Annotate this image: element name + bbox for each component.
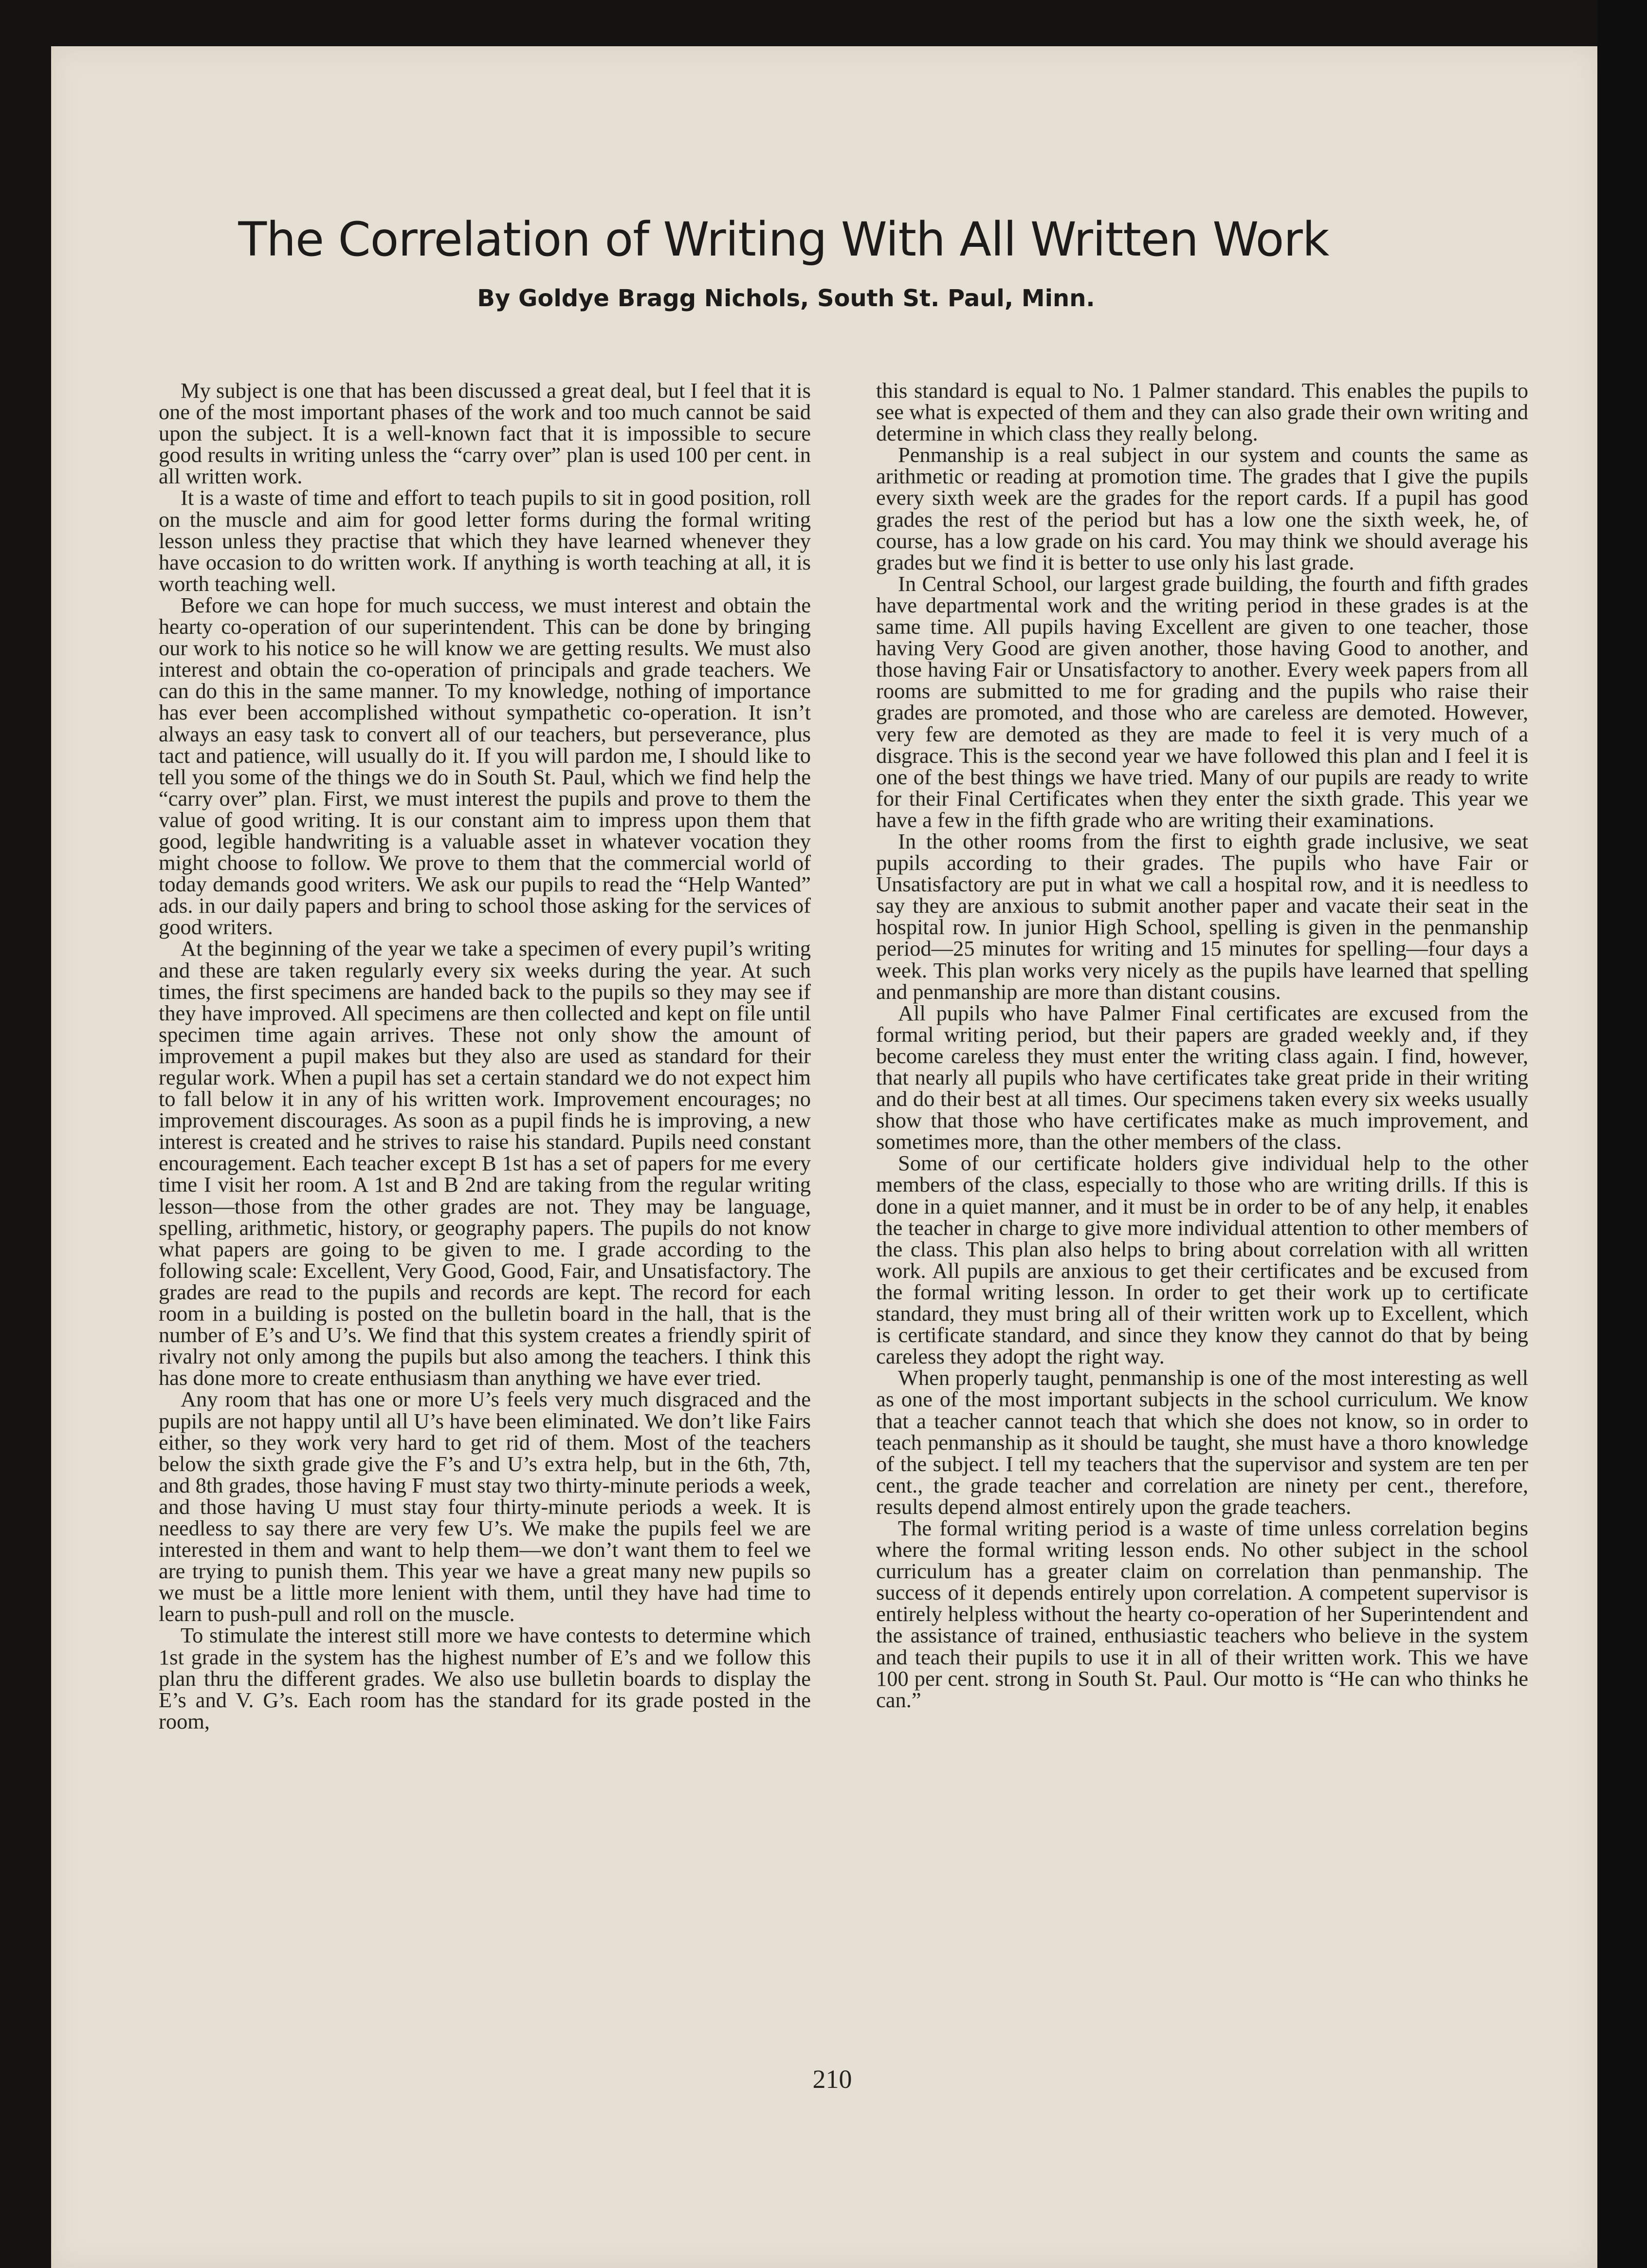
paragraph: Before we can hope for much success, we must interest and obtain the hearty co-operation of our superintendent. This can be done by bringing our work to his notice so he will know we are getting results. We must also interest and obtain the co-operation of principals and grade teachers. We can do this in the same manner. To my knowledge, nothing of importance has ever been accomplished without sympathetic co-operation. It isn’t always an easy task to convert all of our teachers, but perseverance, plus tact and patience, will usually do it. If you will pardon me, I should like to tell you some of the things we do in South St. Paul, which we find help the “carry over” plan. First, we must interest the pupils and prove to them the value of good writing. It is our constant aim to impress upon them that good, legible handwriting is a valuable asset in whatever vocation they might choose to follow. We prove to them that the commercial world of today demands good writers. We ask our pupils to read the “Help Wanted” ads. in our daily papers and bring to school those asking for the services of good writers. [159, 592, 811, 940]
paragraph: My subject is one that has been discussed a great deal, but I feel that it is one of the most important phases of the work and too much cannot be said upon the subject. It is a well-known fact that it is impossible to secure good results in writing unless the “carry over” plan is used 100 per cent. in all written work. [159, 380, 811, 489]
paragraph: At the beginning of the year we take a specimen of every pupil’s writing and these are taken regularly every six weeks during the year. At such times, the first specimens are handed back to the pupils so they may see if they have improved. All specimens are then collected and kept on file until specimen time again arrives. These not only show the amount of improvement a pupil makes but they also are used as standard for their regular work. When a pupil has set a certain standard we do not expect him to fall below it in any of his written work. Improvement encourages; no improvement discourages. As soon as a pupil finds he is improving, a new interest is created and he strives to raise his standard. Pupils need constant encouragement. Each teacher except B 1st has a set of papers for me every time I visit her room. A 1st and B 2nd are taking from the regular writing lesson—those from the other grades are not. They may be language, spelling, arithmetic, history, or geography papers. The pupils do not know what papers are going to be given to me. I grade according to the following scale: Excellent, Very Good, Good, Fair, and Unsatisfactory. The grades are read to the pupils and records are kept. The record for each room in a building is posted on the bulletin board in the hall, that is the number of E’s and U’s. We find that this system creates a friendly spirit of rivalry not only among the pupils but also among the teachers. I think this has done more to create enthusiasm than anything we have ever tried. [159, 936, 811, 1390]
paragraph: When properly taught, penmanship is one of the most interesting as well as one of the most important subjects in the school curriculum. We know that a teacher cannot teach that which she does not know, so in order to teach penmanship as it should be taught, she must have a thoro knowledge of the subject. I tell my teachers that the supervisor and system are ten per cent., the grade teacher and correlation are ninety per cent., therefore, results depend almost entirely upon the grade teachers. [876, 1365, 1528, 1519]
scan-edge-strip [1597, 0, 1647, 2268]
paragraph: Some of our certificate holders give individual help to the other members of the class, especially to those who are writing drills. If this is done in a quiet manner, and it must be in order to be of any help, it enables the teacher in charge to give more individual attention to other members of the class. This plan also helps to bring about correlation with all written work. All pupils are anxious to get their certificates and be excused from the formal writing lesson. In order to get their work up to certificate standard, they must bring all of their written work up to Excellent, which is certificate standard, and since they know they cannot do that by being careless they adopt the right way. [876, 1151, 1528, 1369]
paragraph: In Central School, our largest grade building, the fourth and fifth grades have departmental work and the writing period in these grades is at the same time. All pupils having Excellent are given to one teacher, those having Very Good are given another, those having Good to another, and those having Fair or Unsatisfactory to another. Every week papers from all rooms are submitted to me for grading and the pupils who raise their grades are promoted, and those who are careless are demoted. However, very few are demoted as they are made to feel it is very much of a disgrace. This is the second year we have followed this plan and I feel it is one of the best things we have tried. Many of our pupils are ready to write for their Final Certificates when they enter the sixth grade. This year we have a few in the fifth grade who are writing their examinations. [876, 571, 1528, 832]
page-number: 210 [812, 2065, 852, 2094]
paragraph: Penmanship is a real subject in our system and counts the same as arithmetic or reading at promotion time. The grades that I give the pupils every sixth week are the grades for the report cards. If a pupil has good grades the rest of the period but has a low one the sixth week, he, of course, has a low grade on his card. You may think we should average his grades but we find it is better to use only his last grade. [876, 443, 1528, 574]
article-title: The Correlation of Writing With All Written Work [238, 212, 1329, 267]
paragraph: Any room that has one or more U’s feels very much disgraced and the pupils are not happy until all U’s have been eliminated. We don’t like Fairs either, so they work very hard to get rid of them. Most of the teachers below the sixth grade give the F’s and U’s extra help, but in the 6th, 7th, and 8th grades, those having F must stay two thirty-minute periods a week, and those having U must stay four thirty-minute periods a week. It is needless to say there are very few U’s. We make the pupils feel we are interested in them and want to help them—we don’t want them to feel we are trying to punish them. This year we have a great many new pupils so we must be a little more lenient with them, until they have had time to learn to push-pull and roll on the muscle. [159, 1387, 811, 1626]
paragraph: To stimulate the interest still more we have contests to determine which 1st grade in the system has the highest number of E’s and we follow this plan thru the different grades. We also use bulletin boards to display the E’s and V. G’s. Each room has the standard for its grade posted in the room, [159, 1623, 811, 1733]
paragraph: All pupils who have Palmer Final certificates are excused from the formal writing period, but their papers are graded weekly and, if they become careless they must enter the writing class again. I find, however, that nearly all pupils who have certificates take great pride in their writing and do their best at all times. Our specimens taken every six weeks usually show that those who have certificates make as much improvement, and sometimes more, than the other members of the class. [876, 1000, 1528, 1154]
paragraph: It is a waste of time and effort to teach pupils to sit in good position, roll on the muscle and aim for good letter forms during the formal writing lesson unless they practise that which they have learned whenever they have occasion to do written work. If anything is worth teaching at all, it is worth teaching well. [159, 485, 811, 596]
paragraph-continuation: this standard is equal to No. 1 Palmer standard. This enables the pupils to see what is expected of them and they can also grade their own writing and determine in which class they really belong. [876, 380, 1528, 446]
paragraph: The formal writing period is a waste of time unless correlation begins where the formal writing lesson ends. No other subject in the school curriculum has a greater claim on correlation than penmanship. The success of it depends entirely upon correlation. A competent supervisor is entirely helpless without the hearty co-operation of her Superintendent and the assistance of trained, enthusiastic teachers who believe in the system and teach their pupils to use it in all of their written work. This we have 100 per cent. strong in South St. Paul. Our motto is “He can who thinks he can.” [876, 1515, 1528, 1712]
right-column [876, 380, 1528, 2069]
paragraph: In the other rooms from the first to eighth grade inclusive, we seat pupils according to their grades. The pupils who have Fair or Unsatisfactory are put in what we call a hospital row, and it is needless to say they are anxious to submit another paper and vacate their seat in the hospital row. In junior High School, spelling is given in the penmanship period—25 minutes for writing and 15 minutes for spelling—four days a week. This plan works very nicely as the pupils have learned that spelling and penmanship are more than distant cousins. [876, 829, 1528, 1004]
left-column [159, 380, 811, 2069]
article-byline: By Goldye Bragg Nichols, South St. Paul, Minn. [477, 285, 1095, 312]
